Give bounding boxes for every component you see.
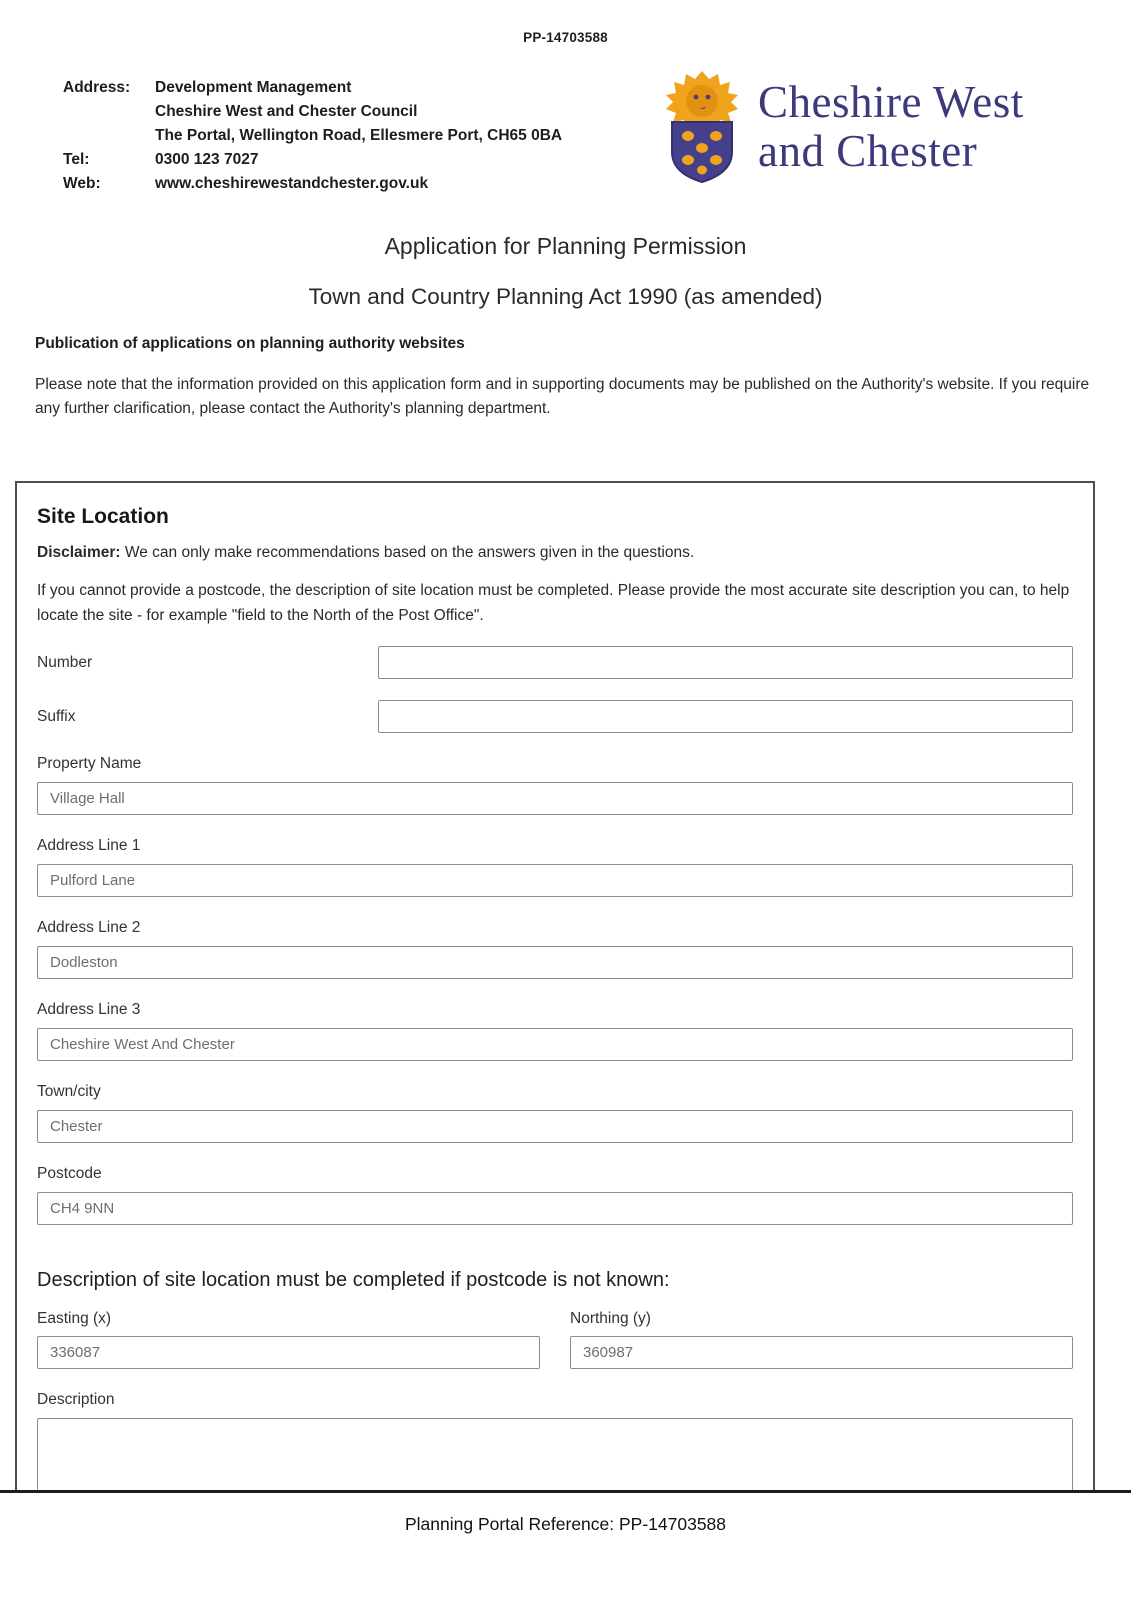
northing-field bbox=[570, 1310, 1073, 1369]
description-section-heading: Description of site location must be completed if postcode is not known: bbox=[37, 1269, 670, 1291]
publication-notice-heading: Publication of applications on planning authority websites bbox=[35, 335, 465, 352]
description-field bbox=[37, 1391, 1073, 1490]
lion-and-shield-crest-icon bbox=[658, 70, 746, 184]
northing-label: Northing (y) bbox=[570, 1310, 651, 1327]
address-line: The Portal, Wellington Road, Ellesmere Port, CH65 0BA bbox=[155, 127, 563, 144]
publication-notice-body: Please note that the information provided on this application form and in supporting documents may be published on the Authority's website. If you require any further clarification, please contact the Authority's planning department. bbox=[35, 376, 1090, 417]
description-textarea[interactable] bbox=[37, 1418, 1073, 1490]
disclaimer-label: Disclaimer: bbox=[37, 544, 121, 561]
site-location-disclaimer bbox=[37, 544, 1073, 562]
address-line-2-label: Address Line 2 bbox=[37, 919, 141, 936]
document-reference: PP-14703588 bbox=[523, 30, 608, 45]
address-line-1-label: Address Line 1 bbox=[37, 837, 141, 854]
address-label: Address: bbox=[63, 79, 131, 96]
web-label: Web: bbox=[63, 175, 101, 192]
address-line-3-input[interactable] bbox=[37, 1028, 1073, 1061]
suffix-field-row bbox=[37, 700, 1073, 733]
site-location-intro: If you cannot provide a postcode, the description of site location must be completed. Please provide the most accurate site description you can, to help locate the site - for example "field to the North of the Post Office". bbox=[37, 582, 1070, 624]
address-line-3-field bbox=[37, 1001, 1073, 1061]
address-line-2-input[interactable] bbox=[37, 946, 1073, 979]
address-line-1-field bbox=[37, 837, 1073, 897]
postcode-field bbox=[37, 1165, 1073, 1225]
suffix-label: Suffix bbox=[37, 707, 76, 725]
council-logo bbox=[658, 70, 1024, 184]
postcode-input[interactable] bbox=[37, 1192, 1073, 1225]
property-name-input[interactable] bbox=[37, 782, 1073, 815]
council-contact-block bbox=[63, 76, 562, 196]
address-line-2-field bbox=[37, 919, 1073, 979]
logo-text-line2: and Chester bbox=[758, 126, 978, 176]
form-title: Application for Planning Permission bbox=[384, 233, 747, 259]
northing-input[interactable] bbox=[570, 1336, 1073, 1369]
web-value: www.cheshirewestandchester.gov.uk bbox=[155, 175, 429, 192]
address-line: Cheshire West and Chester Council bbox=[155, 103, 418, 120]
number-input[interactable] bbox=[378, 646, 1073, 679]
site-location-section bbox=[15, 481, 1095, 1490]
council-logo-wordmark bbox=[758, 70, 1024, 176]
form-subtitle: Town and Country Planning Act 1990 (as amended) bbox=[308, 284, 823, 309]
address-line: Development Management bbox=[155, 79, 352, 96]
description-label: Description bbox=[37, 1391, 115, 1408]
easting-input[interactable] bbox=[37, 1336, 540, 1369]
suffix-input[interactable] bbox=[378, 700, 1073, 733]
property-name-field bbox=[37, 755, 1073, 815]
town-city-label: Town/city bbox=[37, 1083, 101, 1100]
site-location-heading: Site Location bbox=[37, 505, 169, 528]
address-value bbox=[155, 76, 562, 148]
postcode-label: Postcode bbox=[37, 1165, 102, 1182]
property-name-label: Property Name bbox=[37, 755, 142, 772]
disclaimer-text: We can only make recommendations based on the answers given in the questions. bbox=[124, 544, 695, 561]
tel-label: Tel: bbox=[63, 151, 90, 168]
planning-portal-reference-footer: Planning Portal Reference: PP-14703588 bbox=[404, 1514, 727, 1534]
page-break-divider bbox=[0, 1490, 1131, 1493]
coordinates-row bbox=[37, 1310, 1073, 1369]
town-city-input[interactable] bbox=[37, 1110, 1073, 1143]
number-label: Number bbox=[37, 653, 93, 671]
easting-field bbox=[37, 1310, 540, 1369]
address-line-1-input[interactable] bbox=[37, 864, 1073, 897]
town-city-field bbox=[37, 1083, 1073, 1143]
tel-value: 0300 123 7027 bbox=[155, 151, 259, 168]
easting-label: Easting (x) bbox=[37, 1310, 112, 1327]
address-line-3-label: Address Line 3 bbox=[37, 1001, 141, 1018]
logo-text-line1: Cheshire West bbox=[758, 77, 1024, 127]
number-field-row bbox=[37, 646, 1073, 679]
